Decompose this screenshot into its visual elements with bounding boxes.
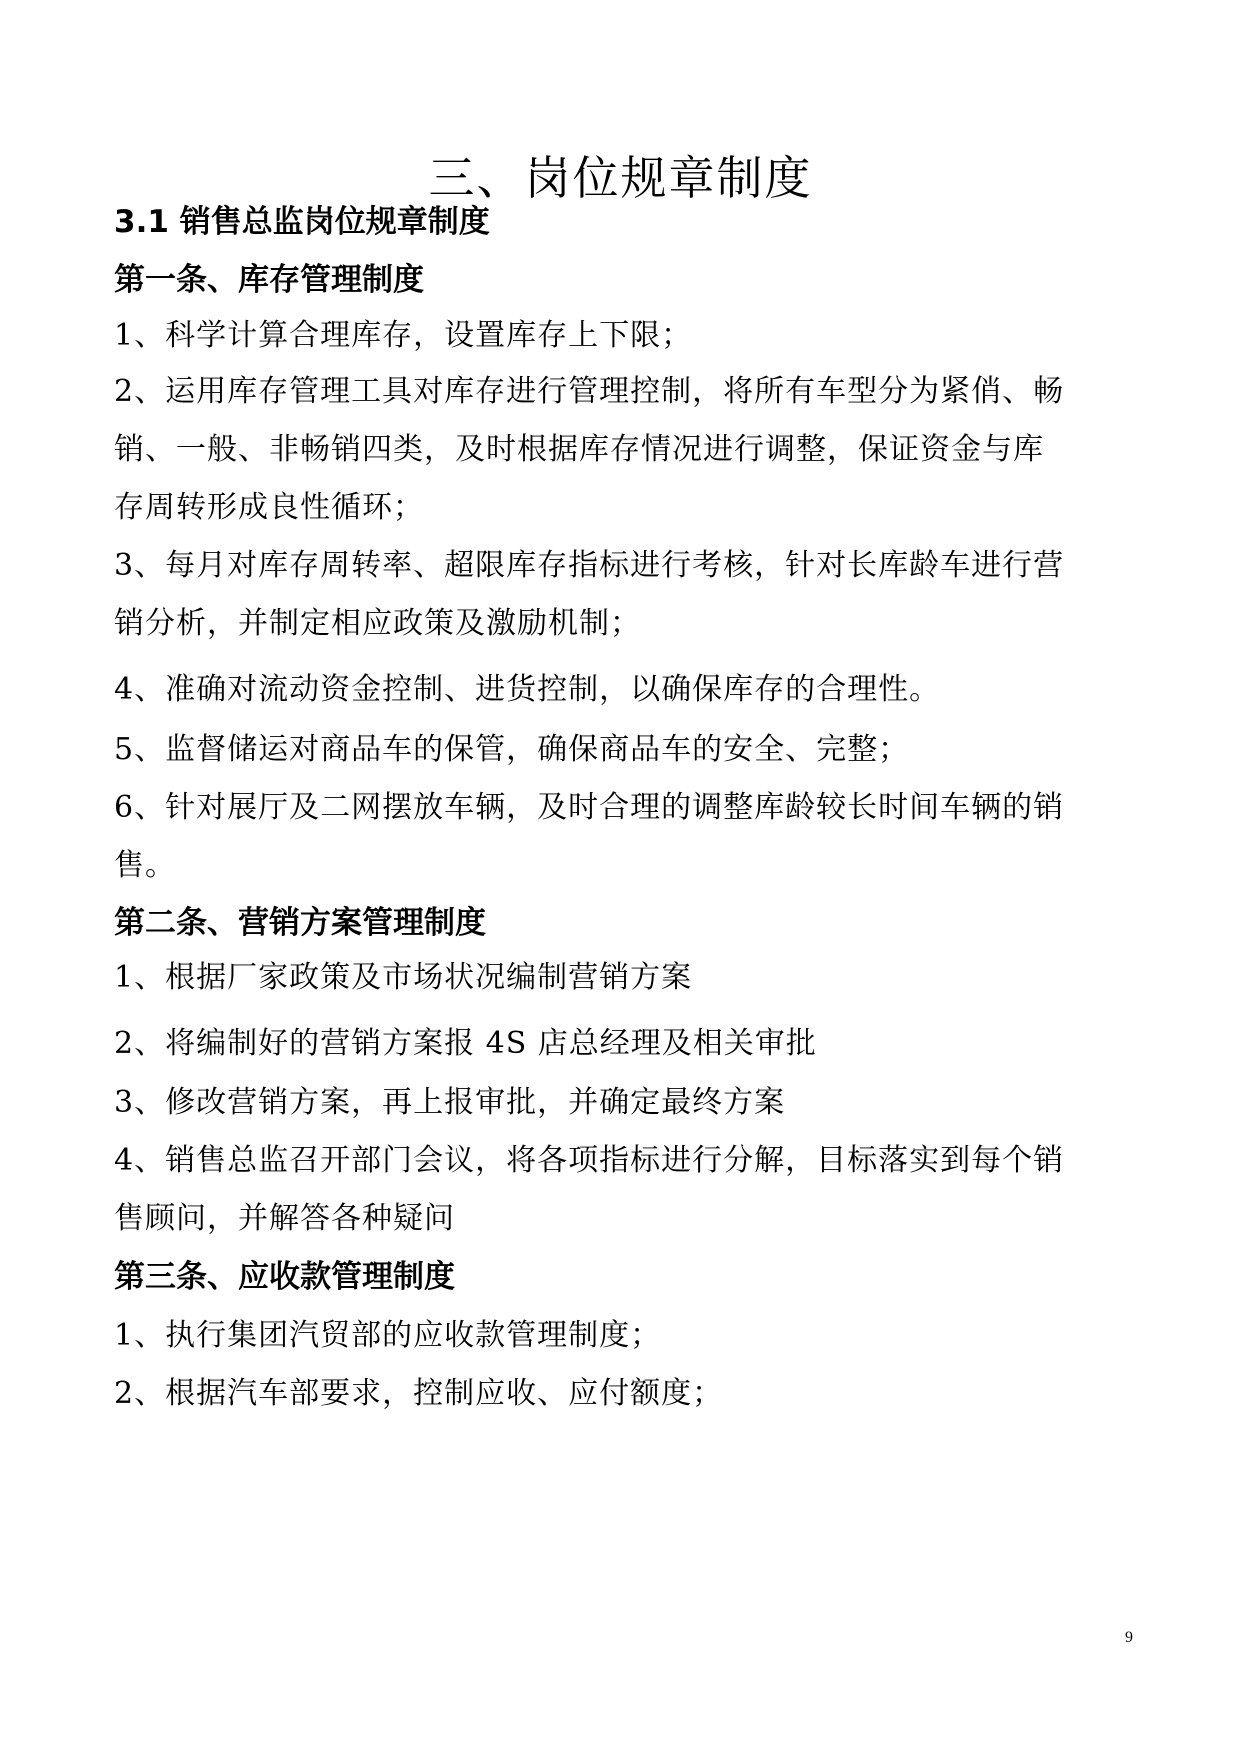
article-1-line: 2、运用库存管理工具对库存进行管理控制，将所有车型分为紧俏、畅 [114, 374, 1065, 409]
article-1-heading: 第一条、库存管理制度 [114, 262, 424, 298]
article-1-line: 销、一般、非畅销四类，及时根据库存情况进行调整，保证资金与库 [114, 432, 1044, 467]
article-3-line: 1、执行集团汽贸部的应收款管理制度； [114, 1318, 662, 1353]
page-title: 三、岗位规章制度 [428, 151, 813, 205]
article-1-line: 售。 [114, 848, 176, 883]
article-1-line: 4、准确对流动资金控制、进货控制，以确保库存的合理性。 [114, 672, 941, 707]
article-2-line: 4、销售总监召开部门会议，将各项指标进行分解，目标落实到每个销 [114, 1143, 1065, 1178]
section-heading: 3.1 销售总监岗位规章制度 [114, 204, 490, 240]
article-2-line: 3、修改营销方案，再上报审批，并确定最终方案 [114, 1085, 786, 1120]
article-2-heading: 第二条、营销方案管理制度 [114, 905, 486, 941]
article-1-line: 销分析，并制定相应政策及激励机制； [114, 606, 641, 641]
article-1-line: 5、监督储运对商品车的保管，确保商品车的安全、完整； [114, 732, 910, 767]
article-1-line: 存周转形成良性循环； [114, 490, 424, 525]
article-1-line: 1、科学计算合理库存，设置库存上下限； [114, 318, 693, 353]
article-1-line: 3、每月对库存周转率、超限库存指标进行考核，针对长库龄车进行营 [114, 548, 1065, 583]
article-1-line: 6、针对展厅及二网摆放车辆，及时合理的调整库龄较长时间车辆的销 [114, 790, 1065, 825]
article-3-heading: 第三条、应收款管理制度 [114, 1259, 455, 1295]
article-2-line: 2、将编制好的营销方案报 4S 店总经理及相关审批 [114, 1026, 817, 1061]
article-2-line: 1、根据厂家政策及市场状况编制营销方案 [114, 960, 693, 995]
article-3-line: 2、根据汽车部要求，控制应收、应付额度； [114, 1376, 724, 1411]
article-2-line: 售顾问，并解答各种疑问 [114, 1201, 455, 1236]
page-number: 9 [1125, 1629, 1133, 1646]
